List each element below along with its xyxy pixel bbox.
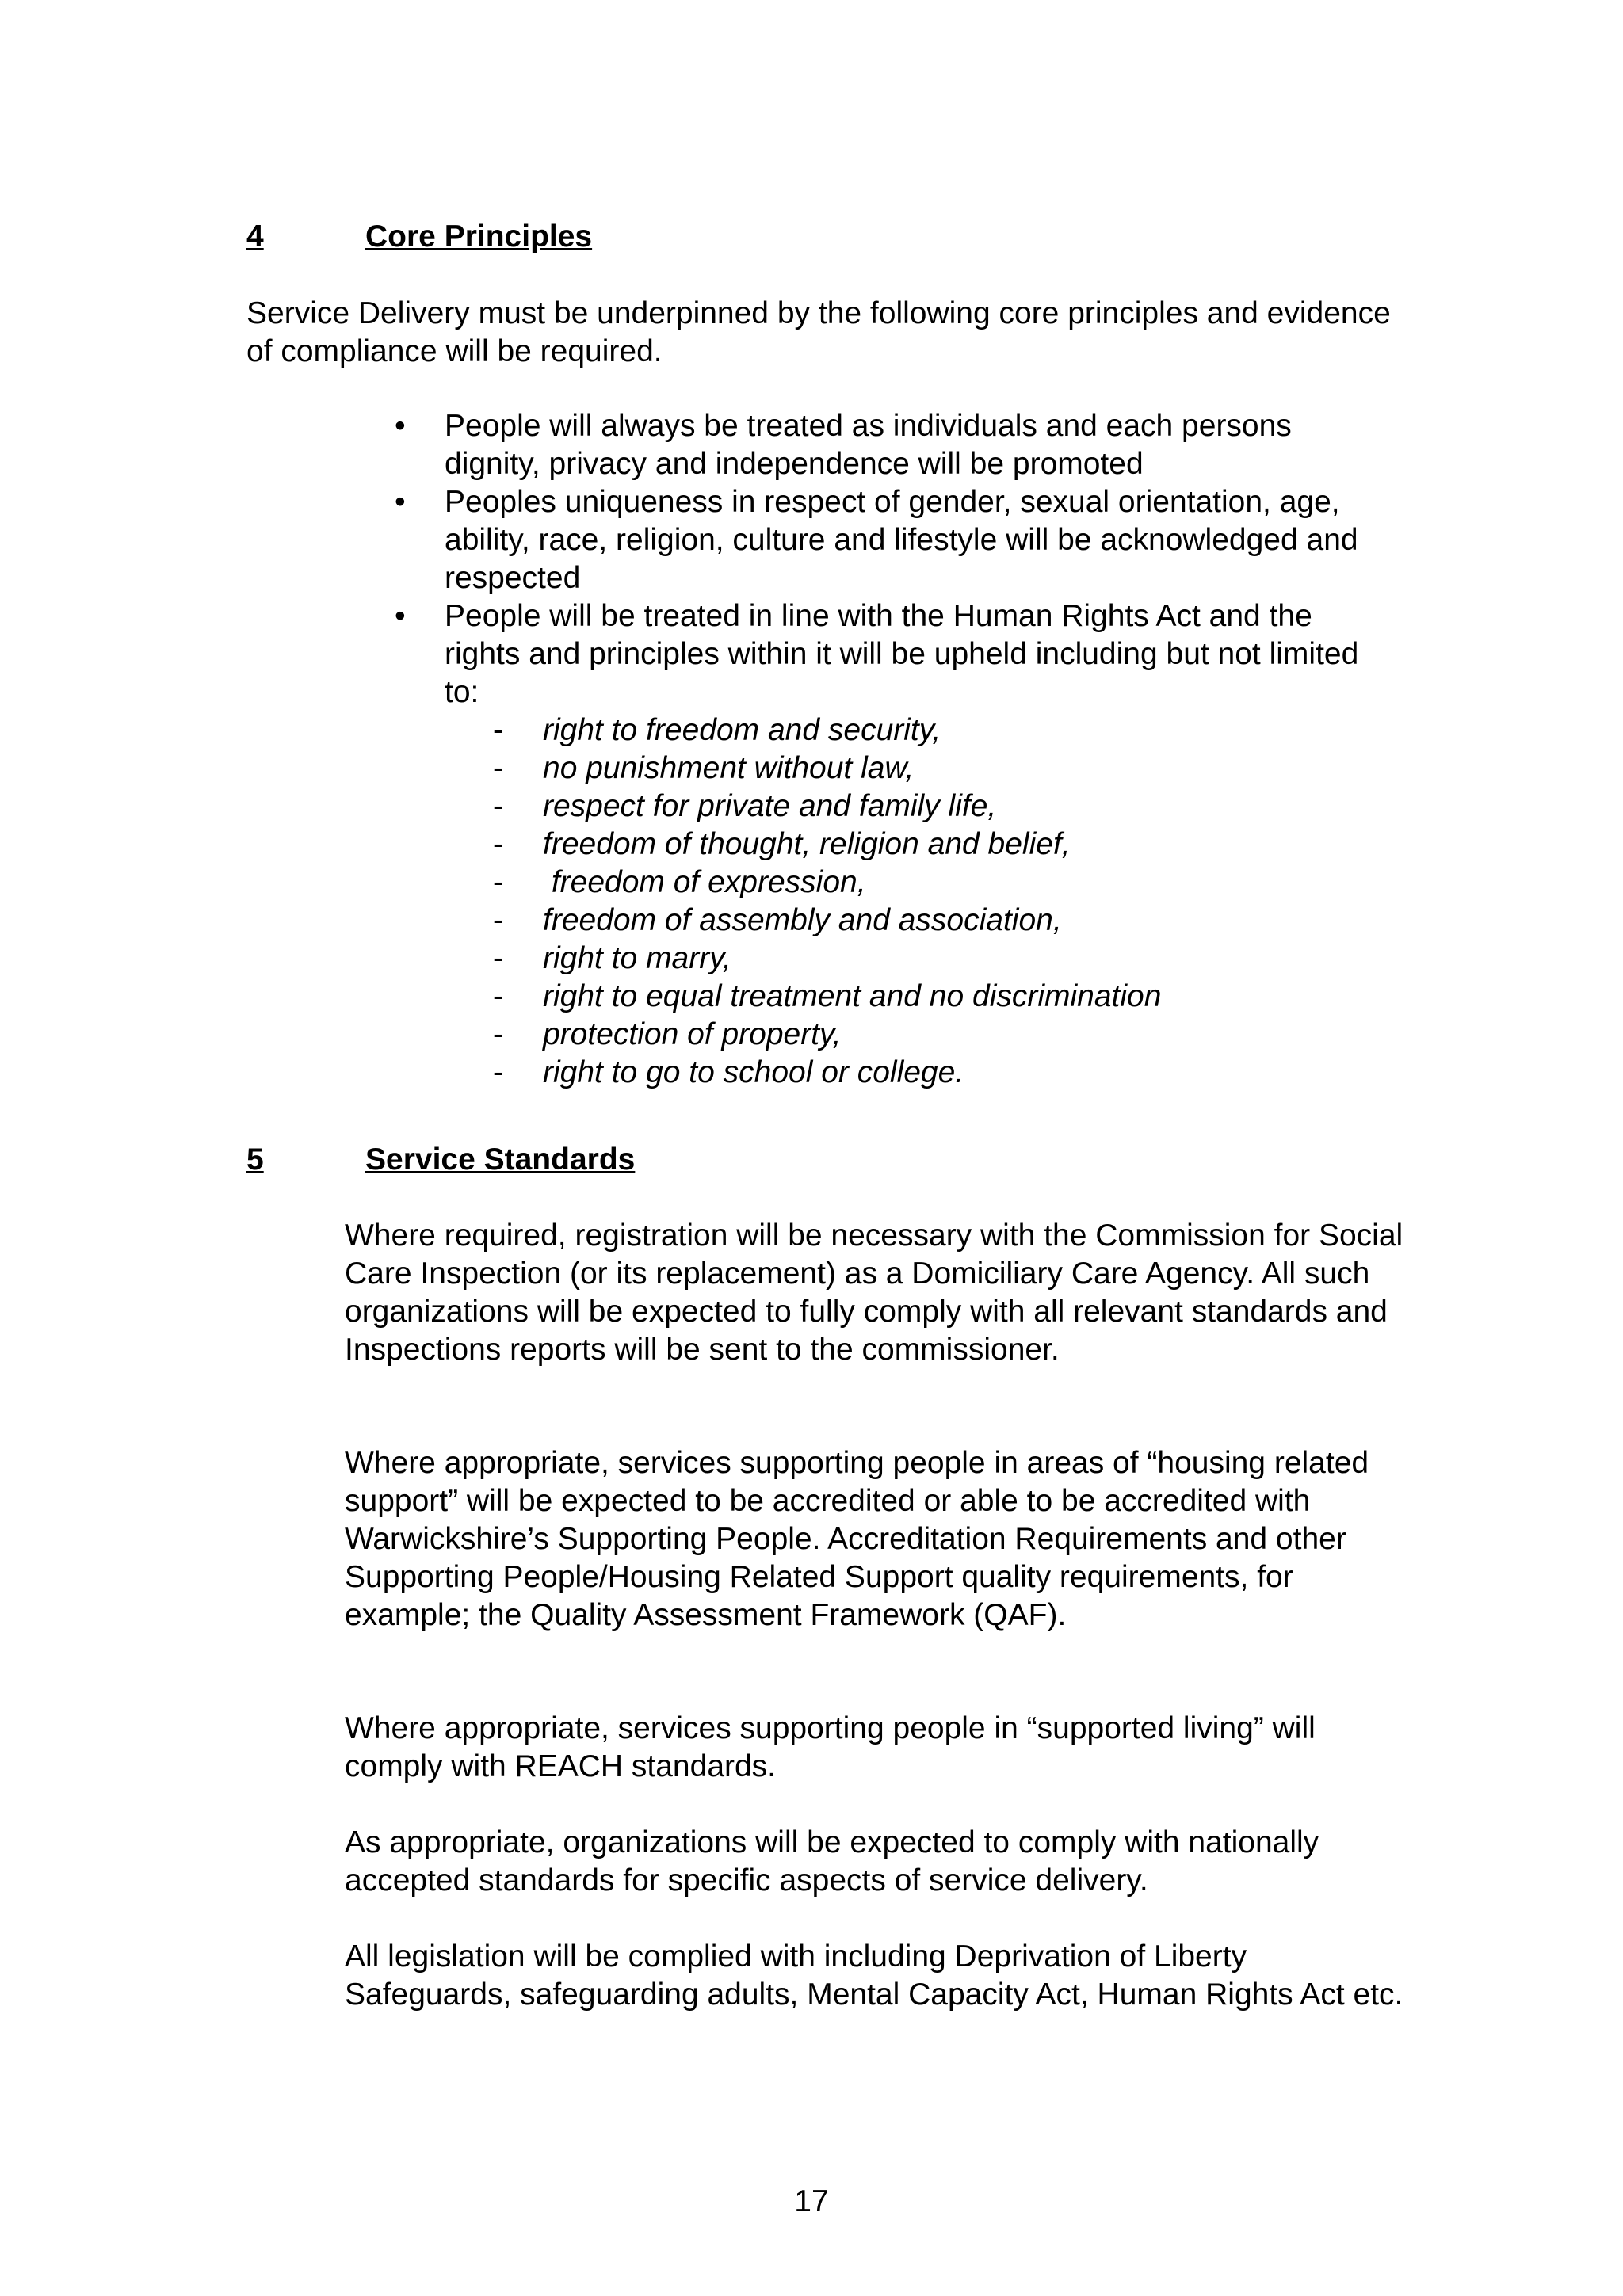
human-rights-list bbox=[445, 711, 1393, 1092]
section-4-title: Core Principles bbox=[365, 219, 593, 254]
section-4-heading bbox=[246, 218, 592, 256]
standards-paragraph: Where appropriate, services supporting people in “supported living” will comply with REACH standards. bbox=[345, 1711, 1316, 1783]
section-5-number: 5 bbox=[246, 1142, 264, 1177]
right-item bbox=[445, 1016, 1393, 1054]
right-text: respect for private and family life, bbox=[543, 789, 997, 823]
right-text: right to equal treatment and no discrimination bbox=[543, 979, 1162, 1013]
dash-icon: - bbox=[493, 827, 503, 861]
standards-paragraph: Where appropriate, services supporting people in areas of “housing related support” will be expected to be accredited or able to be accredited with Warwickshire’s Supporting People. Accreditation Requirements and other Supporting People/Housing Related Support quality requirements, for example; the Quality Assessment Framework (QAF). bbox=[345, 1446, 1369, 1632]
principle-text: People will be treated in line with the Human Rights Act and the rights and principles within it will be upheld including but not limited to: bbox=[445, 599, 1359, 709]
dash-icon: - bbox=[493, 865, 503, 899]
standards-paragraph: All legislation will be complied with including Deprivation of Liberty Safeguards, safeguarding adults, Mental Capacity Act, Human Rights Act etc. bbox=[345, 1939, 1403, 2012]
list-item bbox=[395, 407, 1393, 483]
right-text: protection of property, bbox=[543, 1017, 842, 1051]
dash-icon: - bbox=[493, 789, 503, 823]
section-4-intro: Service Delivery must be underpinned by the following core principles and evidence of compliance will be required. bbox=[246, 296, 1391, 368]
bullet-icon: • bbox=[395, 409, 406, 443]
bullet-icon: • bbox=[395, 485, 406, 519]
dash-icon: - bbox=[493, 941, 503, 975]
right-text: right to go to school or college. bbox=[543, 1055, 964, 1089]
standards-paragraph: Where required, registration will be necessary with the Commission for Social Care Inspection (or its replacement) as a Domiciliary Care Agency. All such organizations will be expected to fully comply with all relevant standards and Inspections reports will be sent to the commissioner. bbox=[345, 1219, 1403, 1367]
principle-text: People will always be treated as individuals and each persons dignity, privacy and independence will be promoted bbox=[445, 409, 1292, 481]
right-text: freedom of expression, bbox=[543, 865, 866, 899]
page-number: 17 bbox=[794, 2184, 829, 2218]
right-item bbox=[445, 902, 1393, 940]
right-text: freedom of assembly and association, bbox=[543, 903, 1062, 937]
core-principles-list bbox=[395, 407, 1393, 1092]
section-5-title: Service Standards bbox=[365, 1142, 636, 1177]
right-item bbox=[445, 1054, 1393, 1092]
dash-icon: - bbox=[493, 1017, 503, 1051]
right-item bbox=[445, 788, 1393, 826]
right-text: freedom of thought, religion and belief, bbox=[543, 827, 1071, 861]
principle-text: Peoples uniqueness in respect of gender, sexual orientation, age, ability, race, religion, culture and lifestyle will be acknowledged and respected bbox=[445, 485, 1358, 595]
list-item bbox=[395, 597, 1393, 1092]
right-item bbox=[445, 826, 1393, 864]
list-item bbox=[395, 483, 1393, 597]
bullet-icon: • bbox=[395, 599, 406, 633]
dash-icon: - bbox=[493, 903, 503, 937]
right-item bbox=[445, 711, 1393, 749]
dash-icon: - bbox=[493, 713, 503, 747]
right-text: right to freedom and security, bbox=[543, 713, 941, 747]
dash-icon: - bbox=[493, 979, 503, 1013]
right-item bbox=[445, 749, 1393, 788]
section-4-number: 4 bbox=[246, 219, 264, 254]
right-item bbox=[445, 864, 1393, 902]
standards-paragraph: As appropriate, organizations will be expected to comply with nationally accepted standards for specific aspects of service delivery. bbox=[345, 1825, 1319, 1897]
right-item bbox=[445, 940, 1393, 978]
right-text: no punishment without law, bbox=[543, 751, 915, 785]
dash-icon: - bbox=[493, 1055, 503, 1089]
dash-icon: - bbox=[493, 751, 503, 785]
right-text: right to marry, bbox=[543, 941, 731, 975]
right-item bbox=[445, 978, 1393, 1016]
section-5-heading bbox=[246, 1141, 635, 1179]
